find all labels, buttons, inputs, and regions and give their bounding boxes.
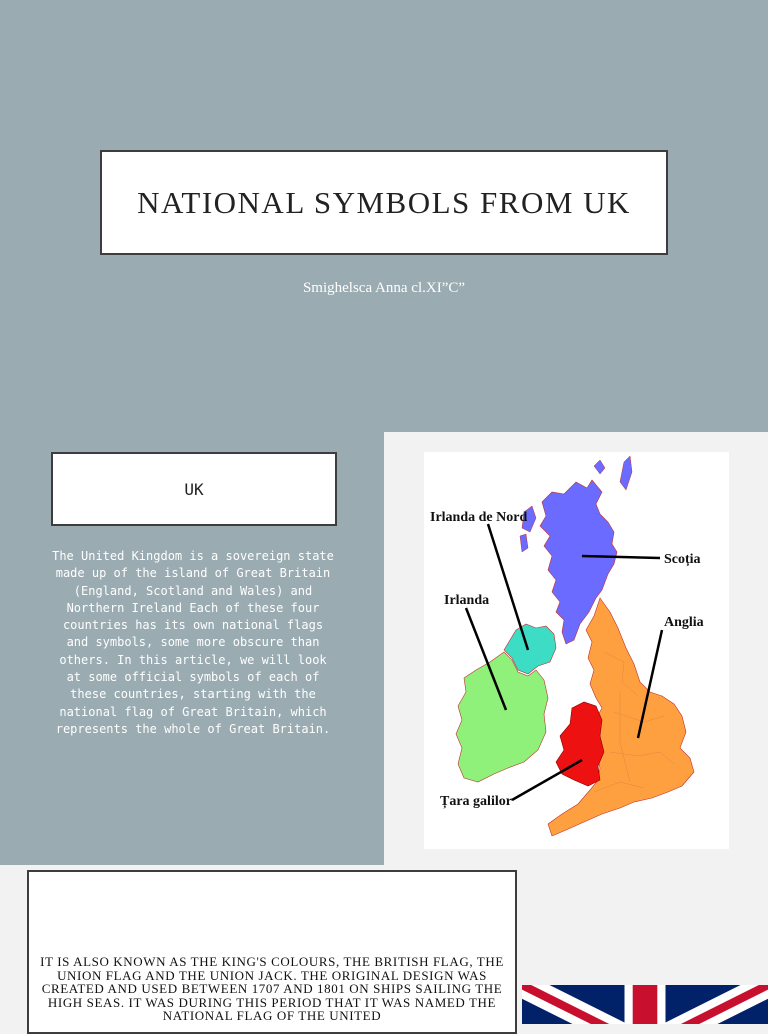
ireland-region (456, 652, 548, 782)
page-title: NATIONAL SYMBOLS FROM UK (137, 184, 631, 220)
label-northern-ireland: Irlanda de Nord (430, 510, 528, 525)
title-box (100, 150, 668, 255)
orkney-island (594, 460, 605, 474)
label-wales: Țara galilor (440, 794, 512, 809)
shetland-island (620, 456, 632, 490)
author-subtitle: Smighelsca Anna cl.XI”C” (302, 280, 466, 296)
uk-heading-box (51, 452, 337, 526)
union-jack-svg (522, 985, 768, 1024)
label-scotland: Scoția (664, 552, 701, 567)
wales-region (556, 702, 604, 786)
label-ireland: Irlanda (444, 593, 490, 608)
union-jack-text-box (27, 870, 517, 1034)
hebrides-island-2 (520, 534, 528, 552)
title-slide (0, 0, 768, 432)
union-jack-description: IT IS ALSO KNOWN AS THE KING'S COLOURS, THE BRITISH FLAG, THE UNION FLAG AND THE UNION JACK. THE ORIGINAL DESIGN WAS CREATED AND USED BETWEEN 1707 AND 1801 ON SHIPS SAILING THE HIGH SEAS. IT WAS DURING THIS PERIOD THAT IT WAS NAMED THE NATIONAL FLAG OF THE UNITED (40, 954, 504, 1024)
uk-description: The United Kingdom is a sovereign state made up of the island of Great Britain (England, Scotland and Wales) and Northern Ireland Each of these four countries has its own national flags and symbols, some more obscure than others. In this article, we will look at some official symbols of each of these countries, starting with the national flag of Great Britain, which represents the whole of Great Britain. (52, 549, 334, 736)
uk-map-svg (424, 452, 729, 849)
uk-map-image (424, 452, 729, 849)
uk-heading: UK (184, 479, 204, 499)
label-england: Anglia (664, 615, 704, 630)
union-jack-flag (522, 985, 768, 1024)
